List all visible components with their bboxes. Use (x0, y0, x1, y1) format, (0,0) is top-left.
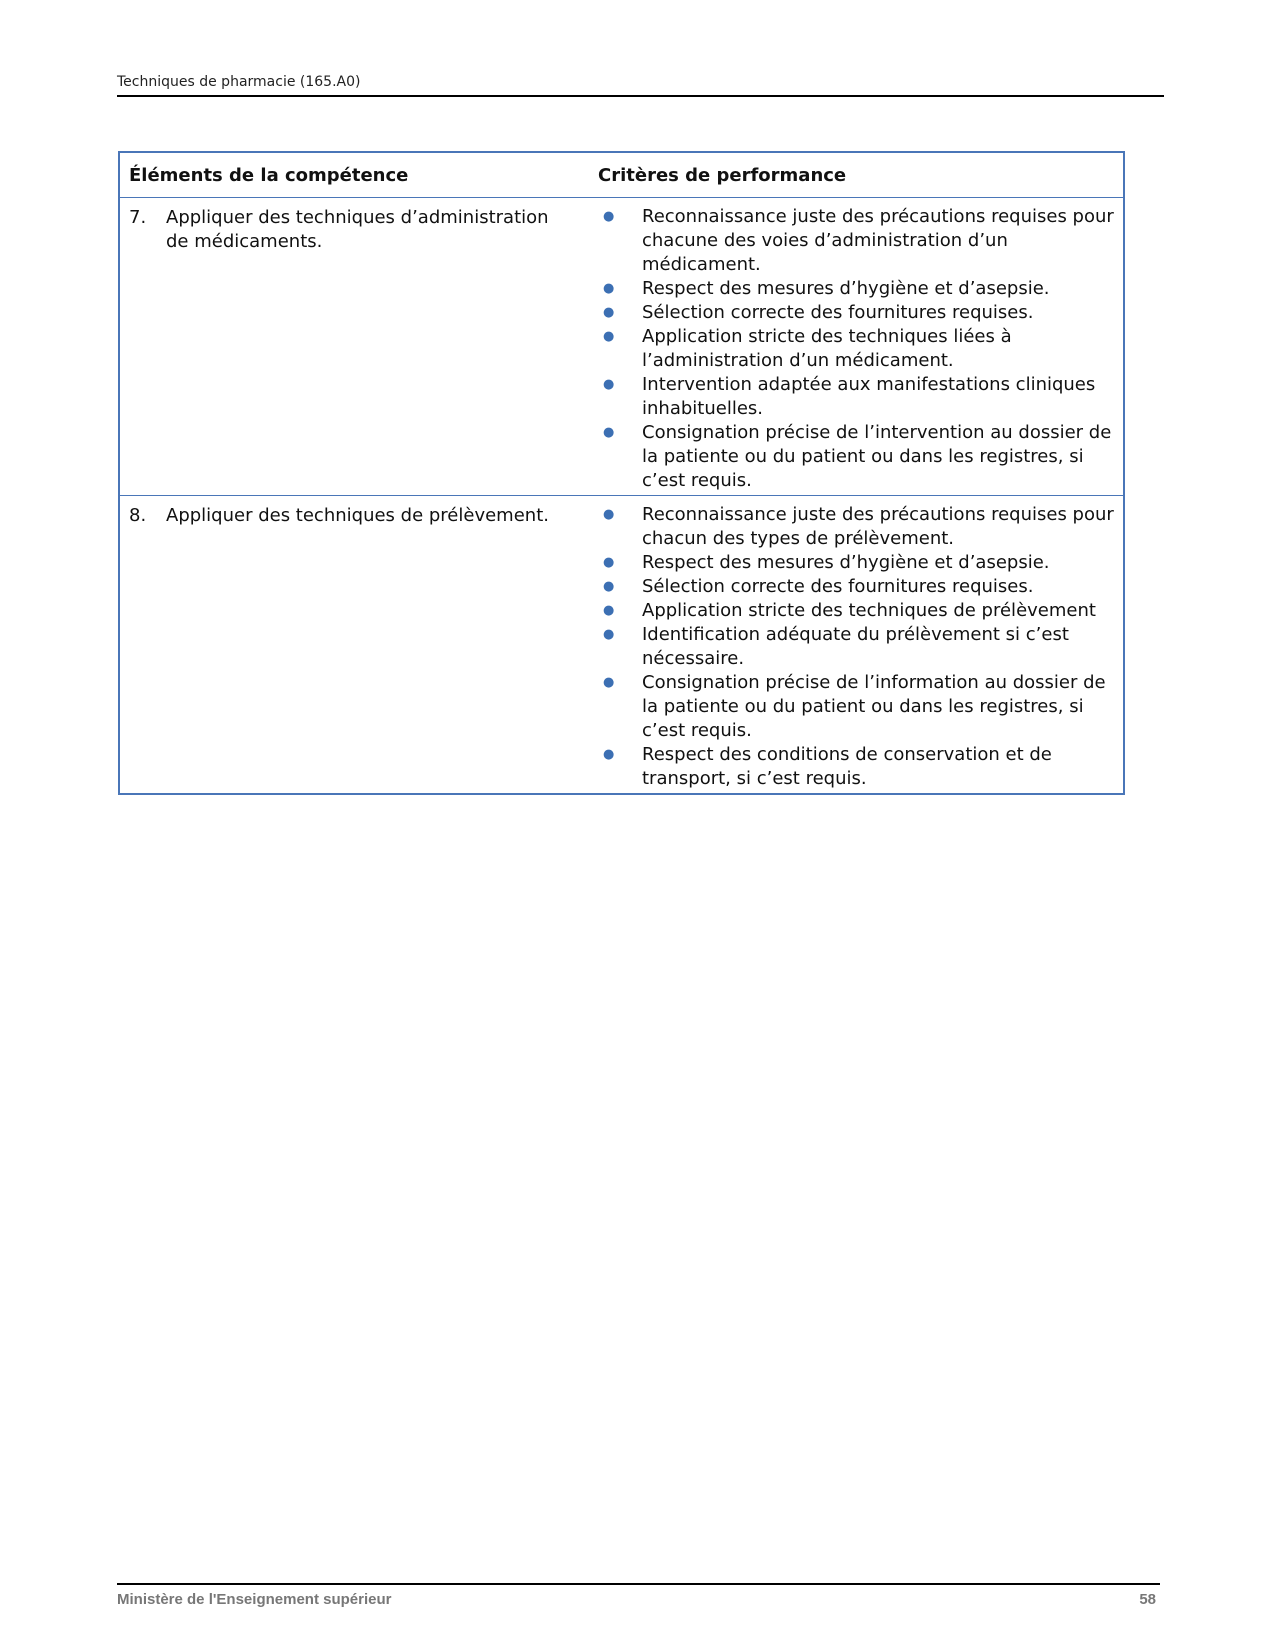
criterion-item: ● Respect des mesures d’hygiène et d’asepsie. (598, 551, 1115, 575)
criteria-list (598, 503, 1115, 791)
element-number: 7. (129, 207, 147, 228)
bullet-icon: ● (603, 579, 615, 594)
bullet-icon: ● (603, 603, 615, 618)
competence-table (118, 151, 1125, 795)
criterion-item: ● Reconnaissance juste des précautions requises pour chacun des types de prélèvement. (598, 503, 1115, 551)
criteria-list (598, 205, 1115, 493)
bullet-icon: ● (603, 747, 615, 762)
bullet-icon: ● (603, 377, 615, 392)
criterion-item: ● Sélection correcte des fournitures requises. (598, 575, 1115, 599)
publisher-name: Ministère de l'Enseignement supérieur (117, 1591, 392, 1608)
element-text: Appliquer des techniques d’administration de médicaments. (166, 207, 549, 252)
page-header (117, 74, 1164, 97)
criterion-item: ● Application stricte des techniques liées à l’administration d’un médicament. (598, 325, 1115, 373)
criterion-item: ● Intervention adaptée aux manifestations cliniques inhabituelles. (598, 373, 1115, 421)
column-header-elements: Éléments de la compétence (119, 152, 589, 198)
bullet-icon: ● (603, 305, 615, 320)
criteria-cell (589, 496, 1124, 795)
table-header-row (119, 152, 1124, 198)
table-row (119, 496, 1124, 795)
criterion-item: ● Consignation précise de l’information au dossier de la patiente ou du patient ou dans les registres, si c’est requis. (598, 671, 1115, 743)
criterion-item: ● Application stricte des techniques de prélèvement (598, 599, 1115, 623)
element-text: Appliquer des techniques de prélèvement. (166, 505, 549, 526)
criterion-item: ● Respect des mesures d’hygiène et d’asepsie. (598, 277, 1115, 301)
table-row (119, 198, 1124, 496)
page-footer (117, 1583, 1160, 1608)
bullet-icon: ● (603, 281, 615, 296)
column-header-criteria: Critères de performance (589, 152, 1124, 198)
bullet-icon: ● (603, 425, 615, 440)
criterion-item: ● Identification adéquate du prélèvement si c’est nécessaire. (598, 623, 1115, 671)
bullet-icon: ● (603, 507, 615, 522)
page-number: 58 (1139, 1591, 1156, 1608)
bullet-icon: ● (603, 555, 615, 570)
criterion-item: ● Respect des conditions de conservation et de transport, si c’est requis. (598, 743, 1115, 791)
bullet-icon: ● (603, 329, 615, 344)
bullet-icon: ● (603, 675, 615, 690)
criterion-item: ● Reconnaissance juste des précautions requises pour chacune des voies d’administration d’un médicament. (598, 205, 1115, 277)
criterion-item: ● Consignation précise de l’intervention au dossier de la patiente ou du patient ou dans les registres, si c’est requis. (598, 421, 1115, 493)
criteria-cell (589, 198, 1124, 496)
bullet-icon: ● (603, 209, 615, 224)
element-number: 8. (129, 505, 147, 526)
element-cell (119, 496, 589, 795)
element-cell (119, 198, 589, 496)
document-title: Techniques de pharmacie (165.A0) (117, 74, 361, 90)
bullet-icon: ● (603, 627, 615, 642)
criterion-item: ● Sélection correcte des fournitures requises. (598, 301, 1115, 325)
